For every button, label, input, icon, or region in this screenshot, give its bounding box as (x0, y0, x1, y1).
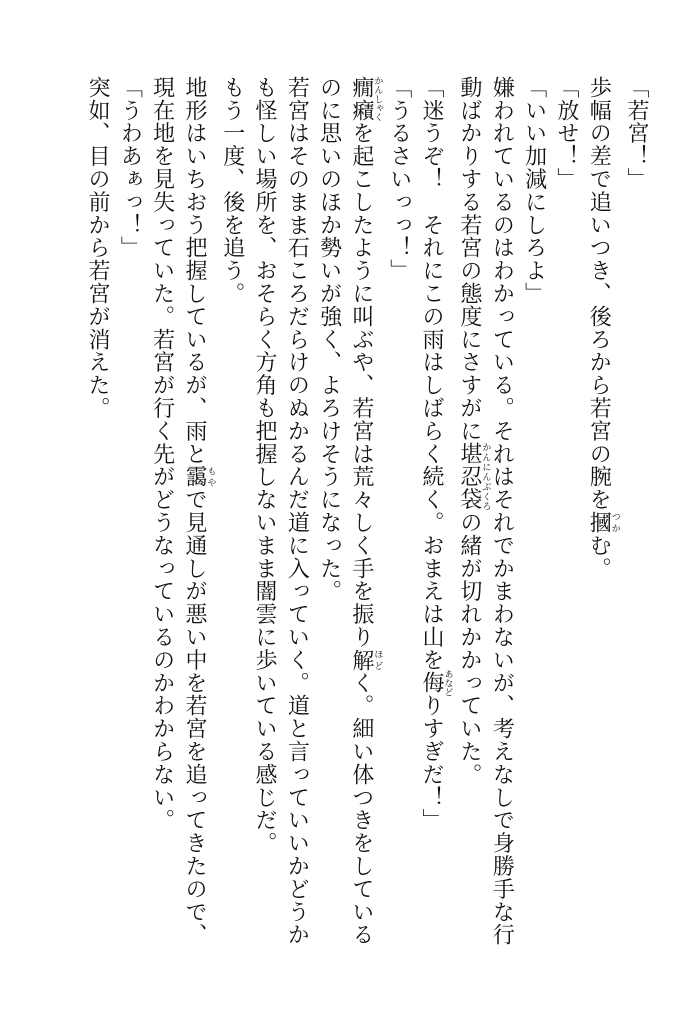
paragraph-8 (312, 76, 382, 956)
ruby-anado-reading: あなど (442, 669, 453, 697)
ruby-kanninbukuro: 堪忍袋かんにんぶくろ (456, 442, 491, 512)
ruby-kanshaku: 癇癪かんしゃく (348, 76, 383, 122)
ruby-kanninbukuro-reading: かんにんぶくろ (480, 442, 491, 512)
ruby-kanshaku-reading: かんしゃく (372, 76, 383, 122)
paragraph-8-text-a: を起こしたように叫ぶや、若宮は荒々しく手を振り (348, 121, 374, 649)
paragraph-6-text-a: 「迷うぞ！ それにこの雨はしばらく続く。おまえは山を (419, 76, 445, 672)
vertical-text-body (81, 76, 652, 956)
paragraph-10: もう一度、後を追う。 (219, 76, 245, 305)
ruby-anado: 侮あなど (419, 669, 453, 697)
paragraph-3: 「放せ！」 (553, 76, 579, 191)
ruby-hodo-reading: ほど (372, 648, 383, 672)
paragraph-5-text-a: 嫌われているのはわかっている。それはそれでかまわないが、考えなしで身勝手な行動ばかりする若宮の態度にさすがに (456, 76, 515, 947)
paragraph-5 (453, 76, 518, 956)
paragraph-7: 「うるさいっっ！」 (386, 76, 412, 283)
paragraph-11 (145, 76, 215, 956)
paragraph-11-text-b: で見通しが悪い中を若宮を追ってきたので、現在地を見失っていた。若宮が行く先がどうなっているのかわからない。 (149, 76, 207, 947)
paragraph-6-text-b: りすぎだ！」 (419, 694, 445, 832)
ruby-moya-reading: もや (205, 465, 216, 489)
paragraph-5-text-b: の緒が切れかかっていた。 (456, 511, 482, 786)
paragraph-12: 「うわあぁっ！」 (117, 76, 143, 260)
paragraph-9: 若宮はそのまま石ころだらけのぬかるんだ道に入っていく。道と言っていいかどうかも怪しい場所を、おそらく方角も把握しないまま闇雲に歩いている感じだ。 (252, 76, 310, 947)
ruby-moya: 靄もや (181, 465, 216, 489)
paragraph-2 (582, 76, 620, 956)
ruby-tsuka: 摑つか (586, 511, 620, 535)
paragraph-13: 突如、目の前から若宮が消えた。 (85, 76, 111, 420)
paragraph-2-text-a: 歩幅の差で追いつき、後ろから若宮の腕を (586, 76, 612, 512)
paragraph-6 (415, 76, 453, 956)
ruby-tsuka-reading: つか (609, 511, 620, 534)
paragraph-1: 「若宮！」 (624, 76, 649, 191)
paragraph-4: 「いい加減にしろよ」 (521, 76, 547, 305)
paragraph-8-text-b: く。細い体つきをしているのに思いのほか勢いが強く、よろけそうになった。 (316, 76, 374, 947)
paragraph-11-text-a: 地形はいちおう把握しているが、雨と (181, 76, 207, 466)
paragraph-2-text-b: む。 (586, 534, 612, 580)
ruby-hodo: 解ほど (348, 648, 383, 672)
